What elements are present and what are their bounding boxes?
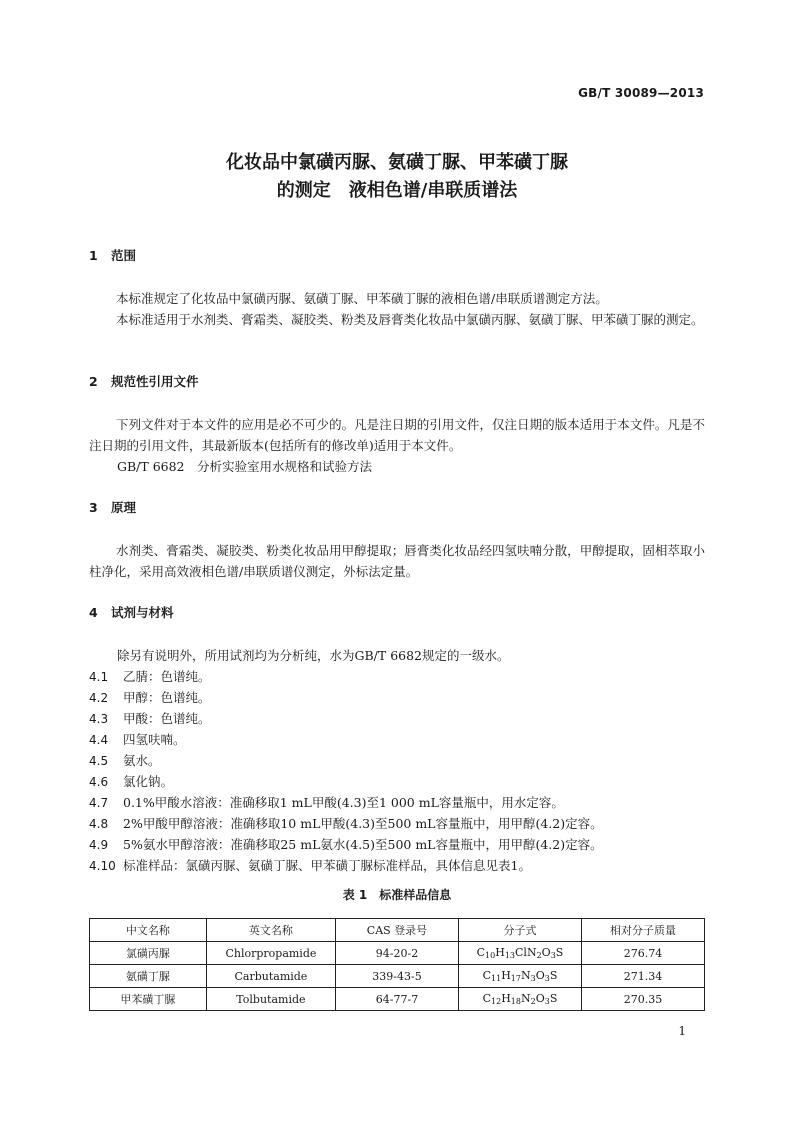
- column-header: 相对分子质量: [581, 919, 704, 942]
- section-number: 1: [89, 248, 98, 263]
- list-item: 4.1 乙腈：色谱纯。: [89, 669, 211, 684]
- section-4-para-1: 除另有说明外，所用试剂均为分析纯，水为GB/T 6682规定的一级水。: [117, 648, 510, 663]
- section-1-heading: [89, 247, 136, 265]
- list-item: 4.8 2%甲酸甲醇溶液：准确移取10 mL甲酸(4.3)至500 mL容量瓶中，用甲醇(4.2)定容。: [89, 816, 603, 831]
- section-number: 4: [89, 605, 98, 620]
- table-row: [90, 942, 705, 965]
- cell-chinese-name: 氨磺丁脲: [90, 965, 207, 988]
- cell-formula: $C_{10}H_{13}ClN_2O_3S$: [458, 942, 581, 965]
- column-header: CAS 登录号: [335, 919, 458, 942]
- document-title-line2: 的测定 液相色谱/串联质谱法: [276, 180, 518, 201]
- list-item: 4.9 5%氨水甲醇溶液：准确移取25 mL氨水(4.5)至500 mL容量瓶中，用甲醇(4.2)定容。: [89, 837, 603, 852]
- section-3-para-1: 水剂类、膏霜类、凝胶类、粉类化妆品用甲醇提取；唇膏类化妆品经四氢呋喃分散，甲醇提取，固相萃取小柱净化，采用高效液相色谱/串联质谱仪测定，外标法定量。: [89, 543, 705, 579]
- column-header: 分子式: [458, 919, 581, 942]
- section-title: 原理: [111, 500, 137, 515]
- list-item: 4.4 四氢呋喃。: [89, 732, 186, 747]
- list-item: 4.5 氨水。: [89, 753, 161, 768]
- section-title: 范围: [111, 248, 137, 263]
- document-title-line1: 化妆品中氯磺丙脲、氨磺丁脲、甲苯磺丁脲: [226, 152, 568, 173]
- section-title: 规范性引用文件: [111, 374, 199, 389]
- cell-cas-number: 94-20-2: [335, 942, 458, 965]
- cell-molecular-weight: 270.35: [581, 988, 704, 1011]
- cell-chinese-name: 甲苯磺丁脲: [90, 988, 207, 1011]
- section-number: 3: [89, 500, 98, 515]
- section-2-heading: [89, 373, 199, 391]
- table-header-row: [90, 919, 705, 942]
- section-1-para-1: 本标准规定了化妆品中氯磺丙脲、氨磺丁脲、甲苯磺丁脲的液相色谱/串联质谱测定方法。: [116, 291, 608, 306]
- column-header: 英文名称: [206, 919, 335, 942]
- list-item: 4.3 甲酸：色谱纯。: [89, 711, 211, 726]
- cell-molecular-weight: 271.34: [581, 965, 704, 988]
- standard-samples-table: [89, 918, 705, 1011]
- column-header: 中文名称: [90, 919, 207, 942]
- cell-formula: $C_{11}H_{17}N_3O_3S$: [458, 965, 581, 988]
- list-item: 4.7 0.1%甲酸水溶液：准确移取1 mL甲酸(4.3)至1 000 mL容量瓶中，用水定容。: [89, 795, 564, 810]
- cell-cas-number: 339-43-5: [335, 965, 458, 988]
- page-number: 1: [678, 1024, 686, 1038]
- section-number: 2: [89, 374, 98, 389]
- table-row: [90, 988, 705, 1011]
- table-row: [90, 965, 705, 988]
- table-caption: 表 1 标准样品信息: [342, 888, 452, 902]
- cell-molecular-weight: 276.74: [581, 942, 704, 965]
- section-4-heading: [89, 604, 174, 622]
- cell-formula: $C_{12}H_{18}N_2O_3S$: [458, 988, 581, 1011]
- cell-english-name: Tolbutamide: [206, 988, 335, 1011]
- cell-cas-number: 64-77-7: [335, 988, 458, 1011]
- cell-english-name: Chlorpropamide: [206, 942, 335, 965]
- list-item: 4.10 标准样品：氯磺丙脲、氨磺丁脲、甲苯磺丁脲标准样品，具体信息见表1。: [89, 858, 531, 873]
- section-3-heading: [89, 499, 136, 517]
- normative-reference: GB/T 6682 分析实验室用水规格和试验方法: [117, 459, 373, 474]
- list-item: 4.2 甲醇：色谱纯。: [89, 690, 211, 705]
- list-item: 4.6 氯化钠。: [89, 774, 174, 789]
- section-title: 试剂与材料: [111, 605, 174, 620]
- section-2-para-1: 下列文件对于本文件的应用是必不可少的。凡是注日期的引用文件，仅注日期的版本适用于本文件。凡是不注日期的引用文件，其最新版本(包括所有的修改单)适用于本文件。: [89, 417, 705, 453]
- cell-english-name: Carbutamide: [206, 965, 335, 988]
- cell-chinese-name: 氯磺丙脲: [90, 942, 207, 965]
- section-1-para-2: 本标准适用于水剂类、膏霜类、凝胶类、粉类及唇膏类化妆品中氯磺丙脲、氨磺丁脲、甲苯磺丁脲的测定。: [116, 312, 704, 327]
- standard-number: GB/T 30089—2013: [578, 86, 704, 100]
